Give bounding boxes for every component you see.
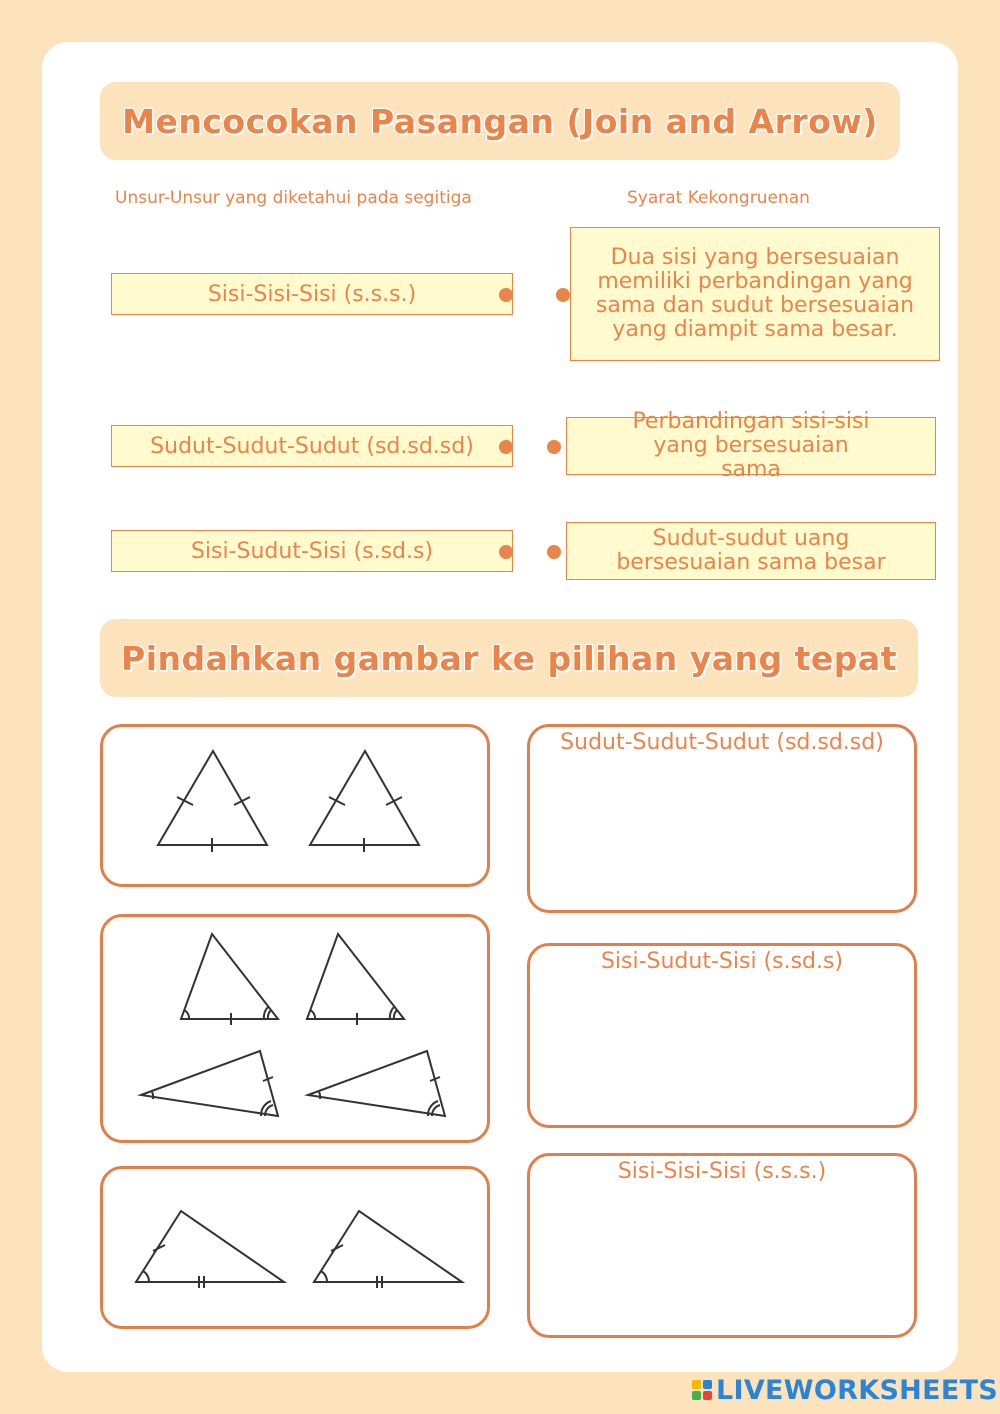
match-left-item[interactable]: Sudut-Sudut-Sudut (sd.sd.sd) bbox=[111, 425, 513, 467]
logo-square bbox=[692, 1391, 701, 1400]
section2-title-bar bbox=[100, 619, 918, 697]
match-right-item[interactable]: Dua sisi yang bersesuaian memiliki perbandingan yang sama dan sudut bersesuaian yang diampit sama besar. bbox=[570, 227, 940, 361]
triangles-side-marks-image bbox=[103, 727, 487, 884]
match-right-item[interactable]: Sudut-sudut uang bersesuaian sama besar bbox=[566, 522, 936, 580]
logo-square bbox=[703, 1380, 712, 1389]
left-connector-dot[interactable] bbox=[499, 545, 513, 559]
logo-square bbox=[703, 1391, 712, 1400]
left-connector-dot[interactable] bbox=[499, 288, 513, 302]
match-left-item[interactable]: Sisi-Sisi-Sisi (s.s.s.) bbox=[111, 273, 513, 315]
left-column-header: Unsur-Unsur yang diketahui pada segitiga bbox=[115, 188, 472, 208]
draggable-triangles-sdsds[interactable] bbox=[100, 914, 490, 1143]
section1-title-bar bbox=[100, 82, 900, 160]
drop-target-sss[interactable] bbox=[527, 1153, 917, 1338]
triangles-sas-marks-image bbox=[103, 1169, 487, 1326]
brand-name: LIVEWORKSHEETS bbox=[716, 1374, 999, 1406]
match-left-item[interactable]: Sisi-Sudut-Sisi (s.sd.s) bbox=[111, 530, 513, 572]
liveworksheets-logo bbox=[692, 1374, 998, 1406]
draggable-triangles-sss[interactable] bbox=[100, 724, 490, 887]
logo-square bbox=[692, 1380, 701, 1389]
right-connector-dot[interactable] bbox=[556, 288, 570, 302]
drop-target-ssds[interactable] bbox=[527, 943, 917, 1128]
triangles-angle-marks-image bbox=[103, 917, 487, 1140]
liveworksheets-logo-icon bbox=[692, 1380, 712, 1400]
draggable-triangles-ssds[interactable] bbox=[100, 1166, 490, 1329]
drop-target-label: Sisi-Sisi-Sisi (s.s.s.) bbox=[617, 1159, 827, 1184]
right-connector-dot[interactable] bbox=[547, 440, 561, 454]
drop-target-label: Sisi-Sudut-Sisi (s.sd.s) bbox=[600, 949, 844, 974]
match-right-item[interactable]: Perbandingan sisi-sisi yang bersesuaian sama bbox=[566, 417, 936, 475]
right-connector-dot[interactable] bbox=[547, 545, 561, 559]
left-connector-dot[interactable] bbox=[499, 440, 513, 454]
section1-title: Mencocokan Pasangan (Join and Arrow) bbox=[122, 101, 878, 141]
right-column-header: Syarat Kekongruenan bbox=[627, 188, 810, 208]
drop-target-label: Sudut-Sudut-Sudut (sd.sd.sd) bbox=[560, 730, 884, 755]
drop-target-sdsdsd[interactable] bbox=[527, 724, 917, 913]
section2-title: Pindahkan gambar ke pilihan yang tepat bbox=[121, 638, 897, 678]
